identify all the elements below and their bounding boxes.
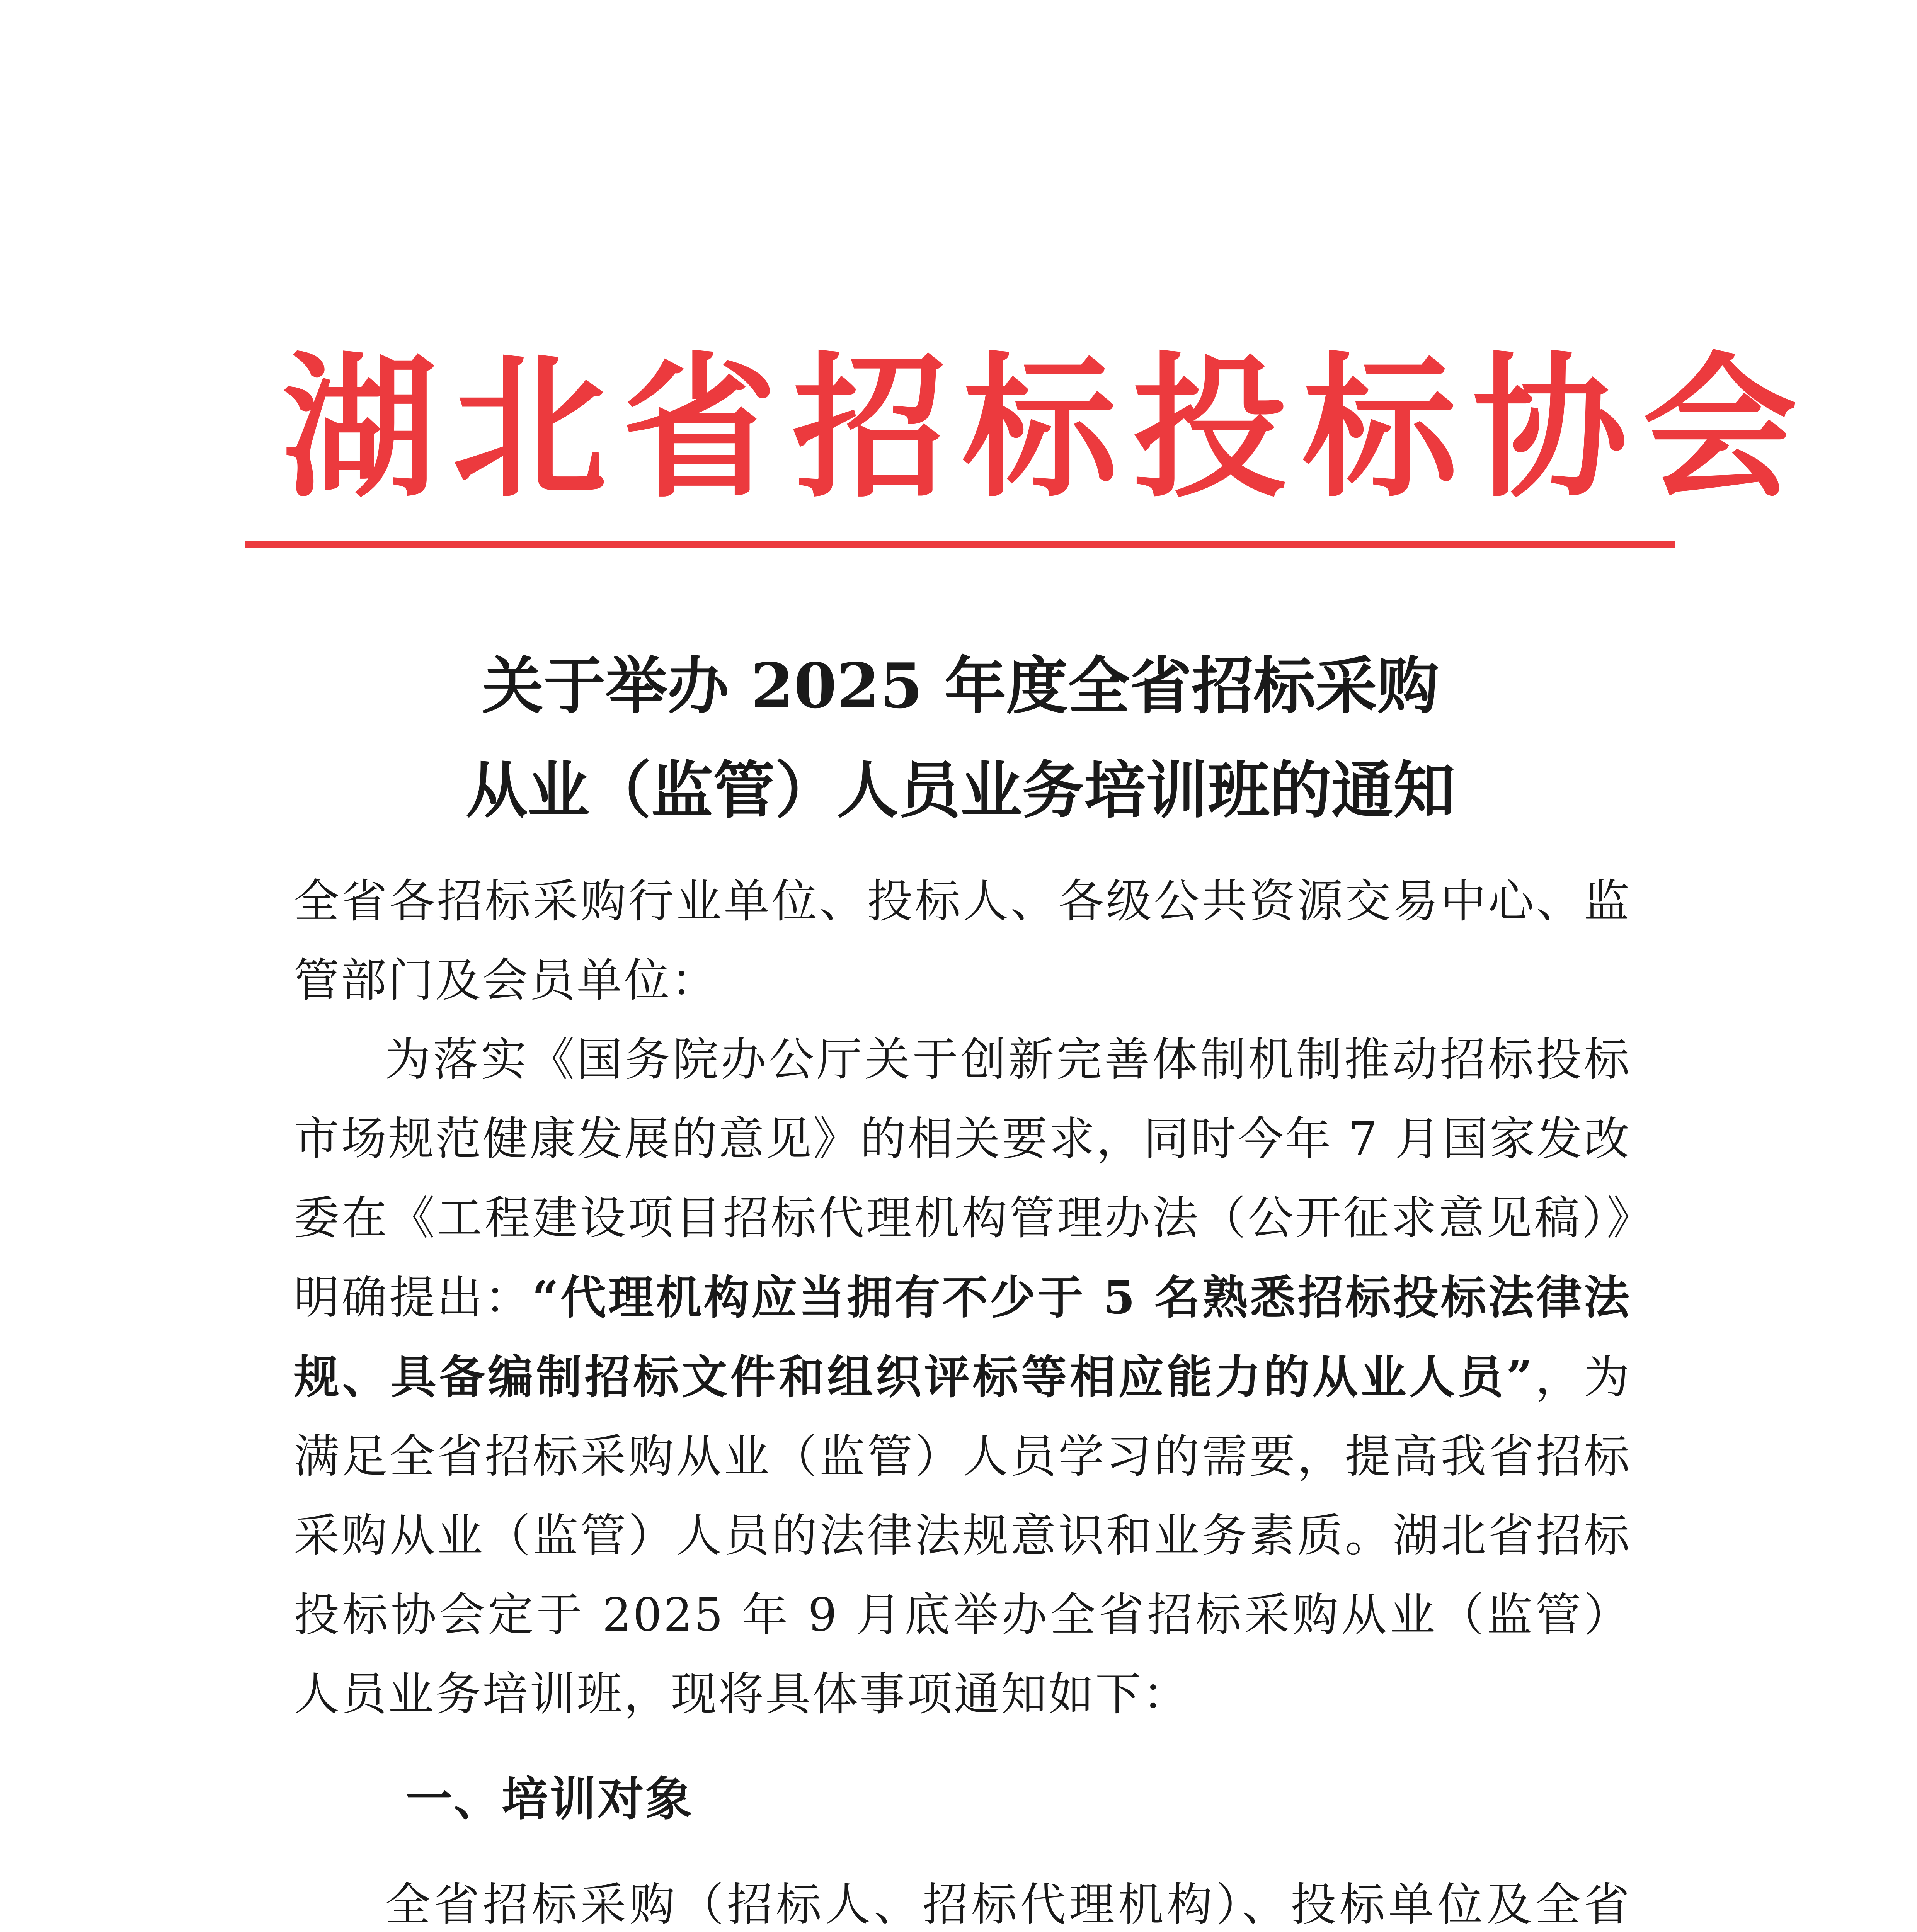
letterhead-red-rule (245, 541, 1675, 548)
intro-text-part-2: ，为满足全省招标采购从业（监管）人员学习的需要，提高我省招标采购从业（监管）人员的法律法规意识和业务素质。湖北省招标投标协会定于 2025 年 9 月底举办全省招标采购从业（监管）人员业务培训班，现将具体事项通知如下： (294, 1350, 1631, 1721)
letterhead-org-name: 湖北省招标投标协会 (282, 339, 1813, 519)
document-title (245, 634, 1675, 842)
intro-quote-bold: “代理机构应当拥有不少于 5 名熟悉招标投标法律法规、具备编制招标文件和组织评标等相应能力的从业人员” (294, 1270, 1631, 1404)
intro-paragraph (294, 1020, 1631, 1734)
salutation: 全省各招标采购行业单位、投标人、各级公共资源交易中心、监管部门及会员单位： (294, 874, 1631, 1007)
document-body (294, 862, 1631, 1932)
intro-text-part-1: 为落实《国务院办公厅关于创新完善体制机制推动招标投标市场规范健康发展的意见》的相关要求，同时今年 7 月国家发改委在《工程建设项目招标代理机构管理办法（公开征求意见稿）》明确提出： (294, 1033, 1631, 1324)
section-1-heading: 一、培训对象 (406, 1772, 693, 1826)
document-title-line-2: 从业（监管）人员业务培训班的通知 (465, 754, 1455, 827)
document-title-line-1: 关于举办 2025 年度全省招标采购 (482, 650, 1439, 722)
section-1-text: 全省招标采购（招标人、招标代理机构）、投标单位及全省 (385, 1878, 1631, 1931)
